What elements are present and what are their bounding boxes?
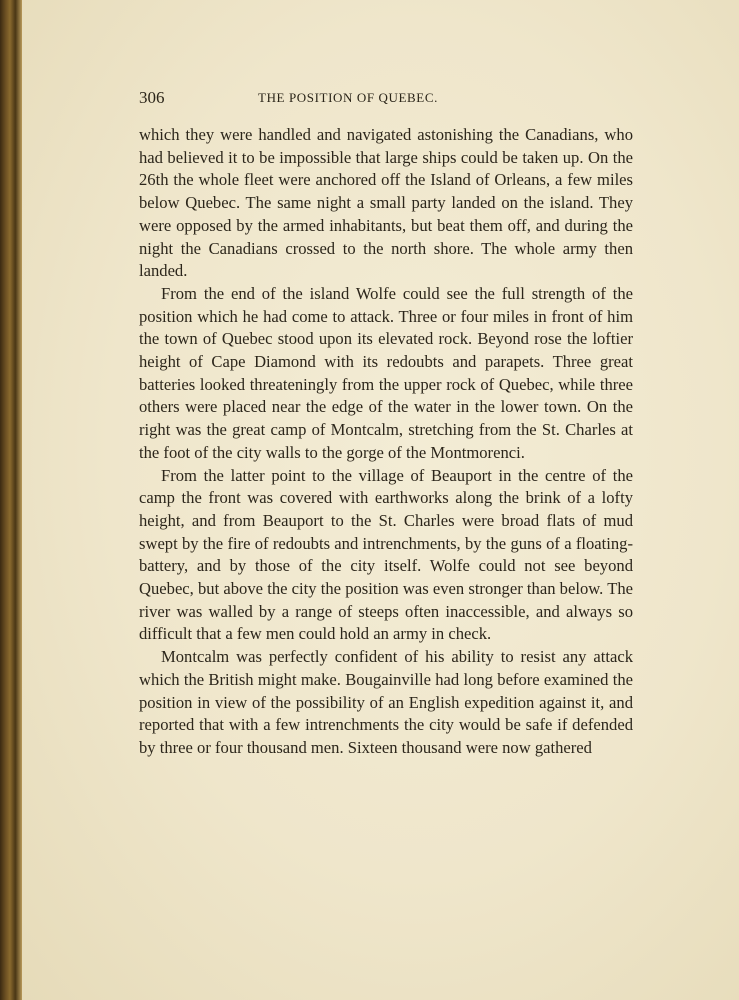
page-header xyxy=(139,88,517,112)
paragraph: From the latter point to the village of Beauport in the centre of the camp the front was covered with earthworks along the brink of a lofty height, and from Beauport to the St. Charles were broad flats of mud swept by the fire of redoubts and intrenchments, by the guns of a floating-battery, and by those of the city itself. Wolfe could not see beyond Quebec, but above the city the position was even stronger than below. The river was walled by a range of steeps often inaccessible, and always so difficult that a few men could hold an army in check. xyxy=(139,465,633,644)
paragraph: Montcalm was perfectly confident of his ability to resist any attack which the British might make. Bougainville had long before examined the position in view of the possibility of an English expedition against it, and reported that with a few intrenchments the city would be safe if defended by three or four thousand men. Sixteen thousand were now gathered xyxy=(139,647,633,757)
page-number: 306 xyxy=(139,88,165,107)
page-body xyxy=(139,124,633,760)
paragraph: which they were handled and navigated astonishing the Canadians, who had believed it to be impossible that large ships could be taken up. On the 26th the whole fleet were anchored off the Island of Orleans, a few miles below Quebec. The same night a small party landed on the island. They were opposed by the armed inhabitants, but beat them off, and during the night the Canadians crossed to the north shore. The whole army then landed. xyxy=(139,125,633,281)
running-head: THE POSITION OF QUEBEC. xyxy=(258,90,438,105)
paragraph: From the end of the island Wolfe could see the full strength of the position which he had come to attack. Three or four miles in front of him the town of Quebec stood upon its elevated rock. Beyond rose the loftier height of Cape Diamond with its redoubts and parapets. Three great batteries looked threateningly from the upper rock of Quebec, while three others were placed near the edge of the water in the lower town. On the right was the great camp of Montcalm, stretching from the St. Charles at the foot of the city walls to the gorge of the Montmorenci. xyxy=(139,283,633,462)
book-spine xyxy=(0,0,22,1000)
